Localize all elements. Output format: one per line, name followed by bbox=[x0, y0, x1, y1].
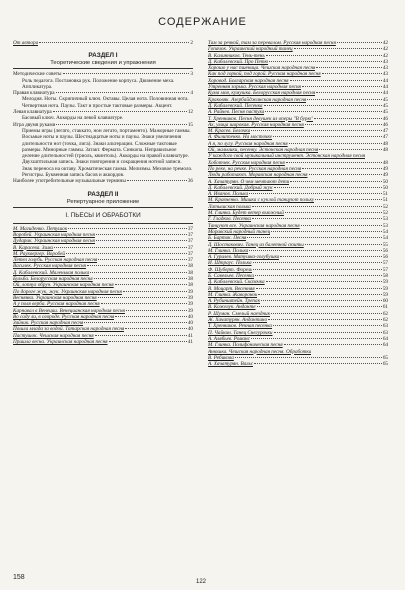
toc-entry-page: 48 bbox=[382, 147, 388, 154]
contents-right-column bbox=[208, 40, 388, 367]
toc-entry-title: Василек. Русская народная песня bbox=[13, 263, 86, 270]
toc-entry-page: 37 bbox=[187, 257, 193, 264]
section-subtitle: Теоретические сведения и упражнения bbox=[50, 60, 156, 67]
toc-entry-title: А. Филиппенко. На мосточке bbox=[208, 134, 272, 141]
toc-entry-page: 56 bbox=[382, 247, 388, 254]
toc-entry-page: 52 bbox=[382, 203, 388, 210]
toc-entry-title: А. Иванов. Полька bbox=[208, 191, 249, 198]
toc-entry-title: Пошла млада за водой. Татарская народная песня bbox=[13, 326, 125, 333]
toc-entry-title: Пришла весна. Украинская народная песня bbox=[13, 338, 108, 345]
toc-entry-title: Д. Кабалевский. Сказочка bbox=[208, 279, 265, 286]
toc-entry-page: 44 bbox=[382, 90, 388, 97]
toc-entry-page: 62 bbox=[382, 310, 388, 317]
toc-entry-page: 58 bbox=[382, 272, 388, 279]
toc-entry-title: Хоровод. Болгарская народная песня bbox=[208, 77, 289, 84]
toc-entry-page: 38 bbox=[187, 269, 193, 276]
toc-entry-page: 39 bbox=[187, 301, 193, 308]
toc-entry-page: 47 bbox=[382, 134, 388, 141]
toc-entry-title: Веснянка. Украинская народная песня bbox=[13, 294, 97, 301]
toc-entry-title: Латышская полька bbox=[208, 203, 251, 210]
toc-entry-page: 61 bbox=[382, 304, 388, 311]
section-heading: РАЗДЕЛ II bbox=[87, 190, 119, 198]
toc-entry-page: 64 bbox=[382, 342, 388, 349]
toc-entry-title: М. Глинка. Жаворонок bbox=[208, 291, 258, 298]
toc-entry-page: 57 bbox=[382, 266, 388, 273]
toc-entry-page: 43 bbox=[382, 71, 388, 78]
toc-entry-title: М. Магиденко. Петушок bbox=[13, 225, 68, 232]
toc-entry-page: 50 bbox=[382, 184, 388, 191]
toc-entry-page: 62 bbox=[382, 317, 388, 324]
toc-entry-page: 38 bbox=[187, 276, 193, 283]
toc-entry-description: Мелодия. Ноты. Скрипичный ключ. Октавы. Целая нота. Половинная нота. Четвертная нота. Паузы. Такт и простые тактовые размеры. Акцент. bbox=[22, 96, 189, 109]
toc-entry-title: Хорошо у нас пшеница. Чешская народная песня bbox=[208, 65, 316, 72]
toc-entry-title: А. Алябьев. Романс bbox=[208, 335, 250, 342]
toc-entry-title: Ой, мальчики, песенку. Эстонская народная песня bbox=[208, 147, 319, 154]
toc-entry: Левая клавиатура 12 bbox=[13, 109, 193, 116]
toc-entry-page: 50 bbox=[382, 178, 388, 185]
toc-entry-page: 49 bbox=[382, 165, 388, 172]
toc-list bbox=[208, 160, 388, 349]
toc-entry: Анюшка. Чешская народная песня. Обработка bbox=[208, 348, 312, 355]
toc-entry-page: 39 bbox=[187, 307, 193, 314]
toc-entry-title: Танцуют все. Украинская народная песня bbox=[208, 222, 300, 229]
toc-entry-page: 53 bbox=[382, 216, 388, 223]
toc-entry-page: 39 bbox=[187, 294, 193, 301]
toc-entry-page: 45 bbox=[382, 109, 388, 116]
toc-entry-page: 65 bbox=[382, 354, 388, 361]
toc-entry: Правая клавиатура 4 bbox=[13, 90, 193, 97]
toc-entry bbox=[208, 361, 388, 367]
toc-list bbox=[208, 355, 388, 368]
toc-entry-title: Зайчик. Русская народная песня bbox=[13, 320, 84, 327]
toc-entry-title: А. Хачатурян. О чем мечтают дети bbox=[208, 178, 290, 185]
toc-entry bbox=[13, 339, 193, 345]
toc-entry-page: 59 bbox=[382, 279, 388, 286]
toc-entry-title: Кума моя, кумушка. Белорусская народная песня bbox=[208, 90, 316, 97]
toc-entry-page: 40 bbox=[187, 326, 193, 333]
toc-entry-page: 38 bbox=[187, 263, 193, 270]
toc-entry-page: 40 bbox=[187, 320, 193, 327]
toc-entry-page: 51 bbox=[382, 197, 388, 204]
toc-entry-page: 49 bbox=[382, 172, 388, 179]
toc-entry-description: Басовый ключ. Аккорды на левой клавиатуре. bbox=[22, 115, 124, 122]
toc-entry-title: П. Чайкин. Танец Снегурочки bbox=[208, 329, 273, 336]
toc-entry-page: 37 bbox=[187, 244, 193, 251]
toc-entry-title: Карнавал в Венеции. Венецианская народная песня bbox=[13, 307, 125, 314]
page-number: 158 bbox=[13, 574, 25, 581]
toc-entry-title: Хоботчек. Русская народная песня bbox=[208, 159, 285, 166]
toc-entry-title: Пастушок. Чешская народная песня bbox=[13, 332, 94, 339]
section-subtitle: Репертуарное приложение bbox=[66, 198, 140, 205]
toc-entry-page: 54 bbox=[382, 235, 388, 242]
toc-entry-page: 42 bbox=[382, 40, 388, 46]
toc-entry-page: 60 bbox=[382, 298, 388, 305]
toc-entry-title: А. Рубинштейн. Трепак bbox=[208, 298, 261, 305]
toc-entry-title: А. Райчев. Песня пастуха bbox=[208, 109, 265, 116]
toc-entry-page: 38 bbox=[187, 282, 193, 289]
toc-entry-title: Краковяк. Азербайджанская народная песня bbox=[208, 96, 307, 103]
toc-entry-page: 42 bbox=[382, 46, 388, 53]
toc-entry-page: 55 bbox=[382, 241, 388, 248]
page-number-center: 122 bbox=[196, 579, 207, 585]
toc-entry-page: 41 bbox=[187, 338, 193, 345]
toc-entry-title: Б. Барток. Песня bbox=[208, 235, 247, 242]
toc-entry-page: 46 bbox=[382, 121, 388, 128]
toc-entry-page: 63 bbox=[382, 323, 388, 330]
toc-entry-title: М. Глинка. Будет ветер вьюжный bbox=[208, 210, 284, 217]
toc-entry-title: Д. Кабалевский. Песенка bbox=[208, 102, 263, 109]
toc-entry-page: 44 bbox=[382, 77, 388, 84]
toc-entry-title: А я, по лугу. Русская народная песня bbox=[208, 140, 288, 147]
toc-entry-page: 39 bbox=[187, 288, 193, 295]
toc-entry-title: М. Раухвергер. Воробей bbox=[13, 250, 65, 257]
toc-entry-title: Т. Хренников. Песня девушек из оперы "В бурю" bbox=[208, 115, 314, 122]
toc-entry-page: 65 bbox=[382, 361, 388, 368]
toc-entry-title: М. Красев. Белочка bbox=[208, 128, 251, 135]
toc-entry-title: Утренняя зорька. Русская народная песня bbox=[208, 84, 301, 91]
toc-entry-title: Люди работают. Моравская народная песня bbox=[208, 172, 308, 179]
toc-entry-title: Ой, лопнул обруч. Украинская народная песня bbox=[13, 282, 114, 289]
toc-entry-description: Роль педагога. Постановка рук. Положение корпуса. Движение меха. Аппликатура. bbox=[22, 77, 175, 90]
toc-entry-title: Ж. Хачатурян. Андантино bbox=[208, 317, 268, 324]
toc-entry-title: В. Карасева. Зима bbox=[13, 244, 53, 251]
toc-entry-page: 44 bbox=[382, 84, 388, 91]
toc-entry-page: 45 bbox=[382, 96, 388, 103]
toc-entry: Методические советы 3 bbox=[13, 71, 193, 78]
toc-entry-page: 45 bbox=[382, 102, 388, 109]
toc-entry-page: 54 bbox=[382, 228, 388, 235]
toc-entry-page: 41 bbox=[187, 332, 193, 339]
toc-entry-page: 37 bbox=[187, 250, 193, 257]
toc-entry-title: Д. Кабалевский. Маленькая полька bbox=[13, 269, 90, 276]
toc-entry-title: Бульба. Белорусская народная песня bbox=[13, 276, 93, 283]
toc-entry-title: Д. Кабалевский. Добрый жук bbox=[208, 184, 273, 191]
toc-entry-description: Приемы игры (легато, стаккато, нон легато, портаменто). Мажорные гаммы. Восьмые ноты и паузы. Шестнадцатые ноты и паузы. Знаки увеличения длительности нот (точка, лига). Знаки альтерации. Сложные тактовые размеры. Минорные гаммы. Затакт. Фермата. Синкопа. Неправильное деление длительностей (триоль, квинтоль). Аккорды на правой клавиатуре. Двухшптильная запись. Знаки повторения и сокращения нотной записи. Знак переноса на октаву. Хроматическая гамма. Мелизмы. Меховое тремоло. Регистры. Буквенная запись басов и аккордов. bbox=[22, 127, 193, 179]
toc-entry-title: Как под горкой, под горой. Русская народная песня bbox=[208, 71, 321, 78]
toc-entry-title: По дороге жук, жук. Украинская народная песня bbox=[13, 288, 122, 295]
toc-entry-title: Р. Шуман. Смелый наездник bbox=[208, 310, 271, 317]
toc-entry-title: А. Хачатурян. Вальс bbox=[208, 361, 254, 368]
toc-entry-page: 46 bbox=[382, 115, 388, 122]
toc-entry-page: 63 bbox=[382, 329, 388, 336]
toc-entry-page: 64 bbox=[382, 335, 388, 342]
toc-entry-page: 43 bbox=[382, 65, 388, 72]
toc-entry: От автора 2 bbox=[13, 40, 193, 46]
toc-entry-title: Б. Савельев. Песенка bbox=[208, 272, 254, 279]
toc-entry-page: 59 bbox=[382, 291, 388, 298]
toc-entry-title: Д. Кабалевский. Про Петю bbox=[208, 58, 269, 65]
toc-entry-title: Дударик. Украинская народная песня bbox=[13, 238, 95, 245]
section-heading: РАЗДЕЛ I bbox=[88, 52, 118, 60]
toc-entry-page: 47 bbox=[382, 128, 388, 135]
toc-entry-page: 37 bbox=[187, 225, 193, 232]
toc-entry-page: 48 bbox=[382, 140, 388, 147]
toc-entry-page: 48 bbox=[382, 159, 388, 166]
toc-entry-title: М. Кравченко. Мишка с куклой танцуют польку bbox=[208, 197, 315, 204]
toc-entry-title: М. Глинка. Полька bbox=[208, 247, 249, 254]
part-heading: I. ПЬЕСЫ И ОБРАБОТКИ bbox=[65, 211, 141, 219]
toc-entry-page: 37 bbox=[187, 231, 193, 238]
toc-entry-title: По реке, на речке. Русская народная песня bbox=[208, 165, 302, 172]
toc-entry-page: 57 bbox=[382, 260, 388, 267]
toc-entry: Игра двумя руками 15 bbox=[13, 121, 193, 128]
toc-entry-title: Моравский народный танец bbox=[208, 228, 271, 235]
toc-entry-title: Ф. Шуберт. Форель bbox=[208, 266, 253, 273]
toc-entry-title: Г. Гладков. Песенка bbox=[208, 216, 252, 223]
toc-entry-title: А. Гурилев. Матушка-голубушка bbox=[208, 254, 280, 261]
toc-entry: Наиболее употребительные музыкальные термины 36 bbox=[13, 178, 193, 185]
contents-title: СОДЕРЖАНИЕ bbox=[158, 16, 247, 28]
toc-entry-title: Во саду ли, в огороде. Русская народная песня bbox=[13, 313, 115, 320]
contents-left-column bbox=[13, 40, 193, 345]
toc-entry-page: 53 bbox=[382, 222, 388, 229]
toc-entry-title: И. Штраус. Полька bbox=[208, 260, 252, 267]
toc-entry-page: 37 bbox=[187, 238, 193, 245]
toc-entry-page: 59 bbox=[382, 285, 388, 292]
toc-entry-title: М. Глинка. Полифоническая песня bbox=[208, 342, 283, 349]
toc-entry-title: В. Кожелук. Анданте bbox=[208, 304, 256, 311]
toc-entry-title: Ах, улица широкая. Русская народная песня bbox=[208, 121, 304, 128]
toc-entry-page: 56 bbox=[382, 254, 388, 261]
toc-list bbox=[208, 40, 388, 153]
toc-entry-title: В. Моцарт. Весенняя bbox=[208, 285, 255, 292]
toc-entry-page: 51 bbox=[382, 191, 388, 198]
toc-entry-title: А у поля верба. Русская народная песня bbox=[13, 301, 100, 308]
toc-entry-title: Гопачок. Украинский народный танец bbox=[208, 46, 293, 53]
toc-entry-page: 43 bbox=[382, 58, 388, 65]
toc-entry-title: Летел голубь. Русская народная песня bbox=[13, 257, 98, 264]
toc-entry-title: Д. Шостакович. Танец из балетной сюиты bbox=[208, 241, 304, 248]
toc-entry: У каждого свой музыкальный инструмент. Эстонская народная песня bbox=[208, 153, 366, 160]
toc-entry-title: Там за речкой, там за перевалом. Русская народная песня bbox=[208, 40, 336, 46]
toc-entry-title: В. Калинников. Тень-тень bbox=[208, 52, 265, 59]
toc-entry-title: Т. Хренников. Речная песенка bbox=[208, 323, 273, 330]
toc-entry-page: 40 bbox=[187, 313, 193, 320]
toc-list bbox=[13, 226, 193, 346]
toc-entry-title: Воробей. Украинская народная песня bbox=[13, 231, 95, 238]
toc-entry-title: В. Ребикова bbox=[208, 354, 234, 361]
toc-entry-page: 52 bbox=[382, 210, 388, 217]
toc-entry-page: 42 bbox=[382, 52, 388, 59]
